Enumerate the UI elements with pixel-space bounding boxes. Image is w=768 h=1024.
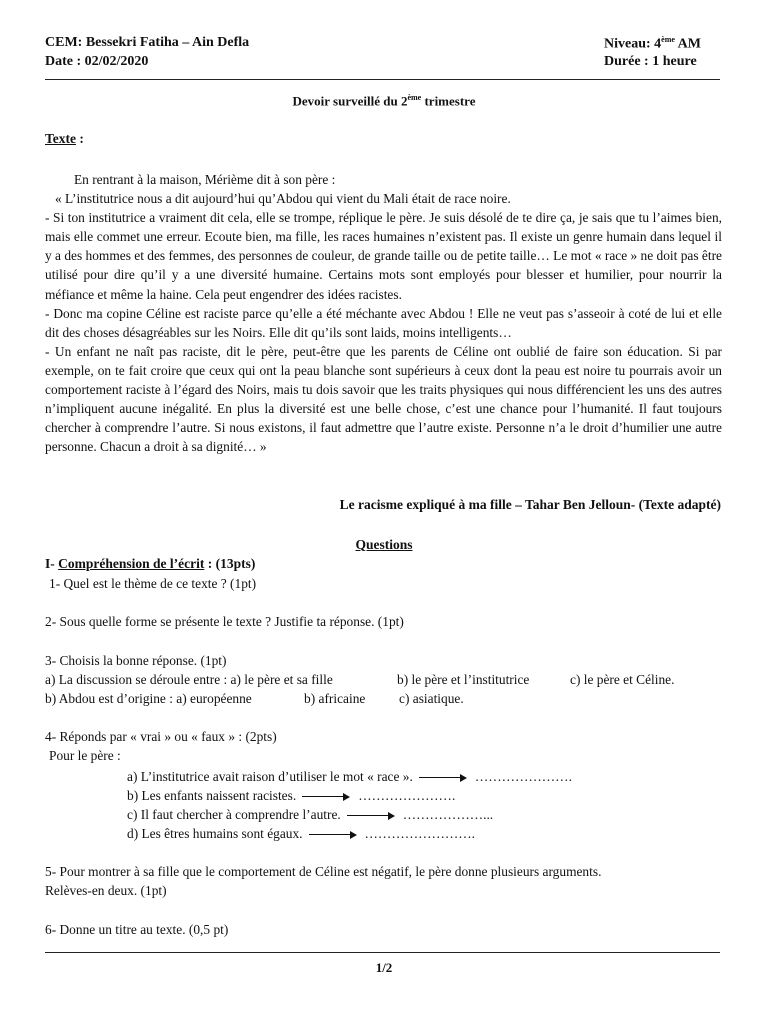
q4-item: a) L’institutrice avait raison d’utiliser le mot « race ». ………………….	[127, 769, 572, 784]
paragraph: - Si ton institutrice a vraiment dit cela, elle se trompe, réplique le père. Je suis désolé de te dire ça, je sais que tu l’aimes bien, mais elle commet une erreur. Ecoute bien, ma fille, les races humaines n’existent pas. Il existe un genre humain dans lequel il y a des hommes et des femmes, des personnes de couleur, de grande taille ou de petite taille… Le mot « race » ne doit pas être utilisé pour dire qu’il y a une diversité humaine. Certains mots sont employés pour blesser et humilier, pour nourrir la méfiance et même la haine. Cela peut engendrer des idées racistes.	[45, 210, 722, 302]
answer-blank: …………………….	[364, 826, 476, 841]
question-2: 2- Sous quelle forme se présente le texte ? Justifie ta réponse. (1pt)	[45, 614, 404, 629]
class-level: Niveau: 4ème AM	[604, 35, 701, 52]
question-4: 4- Réponds par « vrai » ou « faux » : (2pts)	[45, 729, 277, 744]
q3a-stem: a) La discussion se déroule entre : a) le père et sa fille	[45, 672, 333, 687]
q4-item: d) Les êtres humains sont égaux. …………………….	[127, 826, 476, 841]
q4-item: c) Il faut chercher à comprendre l’autre. ………………...	[127, 807, 494, 822]
question-3a	[45, 670, 675, 689]
paragraph: - Un enfant ne naît pas raciste, dit le père, peut-être que les parents de Céline ont oublié de faire son éducation. Si par exemple, on te fait croire que ceux qui ont la peau blanche sont supérieurs à ceux dont la peau est noire tu pourrais avoir un comportement raciste à l’égard des Noirs, mais tu dois savoir que les traits physiques qui nous différencient les uns des autres n’impliquent aucune inégalité. En plus la diversité est une belle chose, c’est une chance pour l’humanité. Il faut toujours chercher à comprendre l’autre. Si nous existons, il faut admettre que l’autre existe. Personne n’a le droit d’humilier une autre personne. Chacun a droit à sa dignité… »	[45, 343, 722, 455]
text-source: Le racisme expliqué à ma fille – Tahar Ben Jelloun- (Texte adapté)	[339, 497, 721, 512]
school-name: CEM: Bessekri Fatiha – Ain Defla	[45, 35, 250, 50]
exam-date: Date : 02/02/2020	[45, 54, 149, 69]
footer-divider	[45, 952, 720, 953]
reading-text	[45, 170, 722, 456]
paragraph: En rentrant à la maison, Mérième dit à son père :	[74, 172, 336, 187]
exam-title: Devoir surveillé du 2ème trimestre	[292, 93, 476, 109]
q3b-option-b: b) africaine	[304, 691, 366, 706]
arrow-icon	[309, 831, 357, 839]
arrow-icon	[419, 774, 467, 782]
exam-duration: Durée : 1 heure	[604, 54, 697, 69]
question-1: 1- Quel est le thème de ce texte ? (1pt)	[49, 576, 257, 591]
answer-blank: ………………...	[402, 807, 494, 822]
question-6: 6- Donne un titre au texte. (0,5 pt)	[45, 922, 229, 937]
question-3b	[45, 689, 464, 708]
paragraph: - Donc ma copine Céline est raciste parce qu’elle a été méchante avec Abdou ! Elle ne veut pas s’asseoir à coté de lui et elle dit des choses désagréables sur les Noirs. Elle dit qu’ils sont laids, moins intelligents…	[45, 305, 722, 340]
question-5-cont: Relèves-en deux. (1pt)	[45, 883, 167, 898]
question-5: 5- Pour montrer à sa fille que le comportement de Céline est négatif, le père donne plusieurs arguments.	[45, 864, 602, 879]
texte-heading: Texte :	[45, 131, 84, 146]
answer-blank: ………………….	[474, 769, 572, 784]
q3a-option-c: c) le père et Céline.	[570, 672, 675, 687]
section-comprehension: I- Compréhension de l’écrit : (13pts)	[45, 556, 256, 571]
q3b-stem: b) Abdou est d’origine : a) européenne	[45, 691, 252, 706]
question-3: 3- Choisis la bonne réponse. (1pt)	[45, 653, 227, 668]
header-divider	[45, 79, 720, 80]
answer-blank: ………………….	[358, 788, 456, 803]
question-4-intro: Pour le père :	[49, 748, 121, 763]
page-number: 1/2	[375, 960, 393, 975]
arrow-icon	[347, 812, 395, 820]
q4-item: b) Les enfants naissent racistes. ………………….	[127, 788, 456, 803]
q3a-option-b: b) le père et l’institutrice	[397, 672, 530, 687]
arrow-icon	[302, 793, 350, 801]
q3b-option-c: c) asiatique.	[399, 691, 464, 706]
questions-heading: Questions	[355, 537, 413, 552]
paragraph: « L’institutrice nous a dit aujourd’hui qu’Abdou qui vient du Mali était de race noire.	[55, 191, 511, 207]
